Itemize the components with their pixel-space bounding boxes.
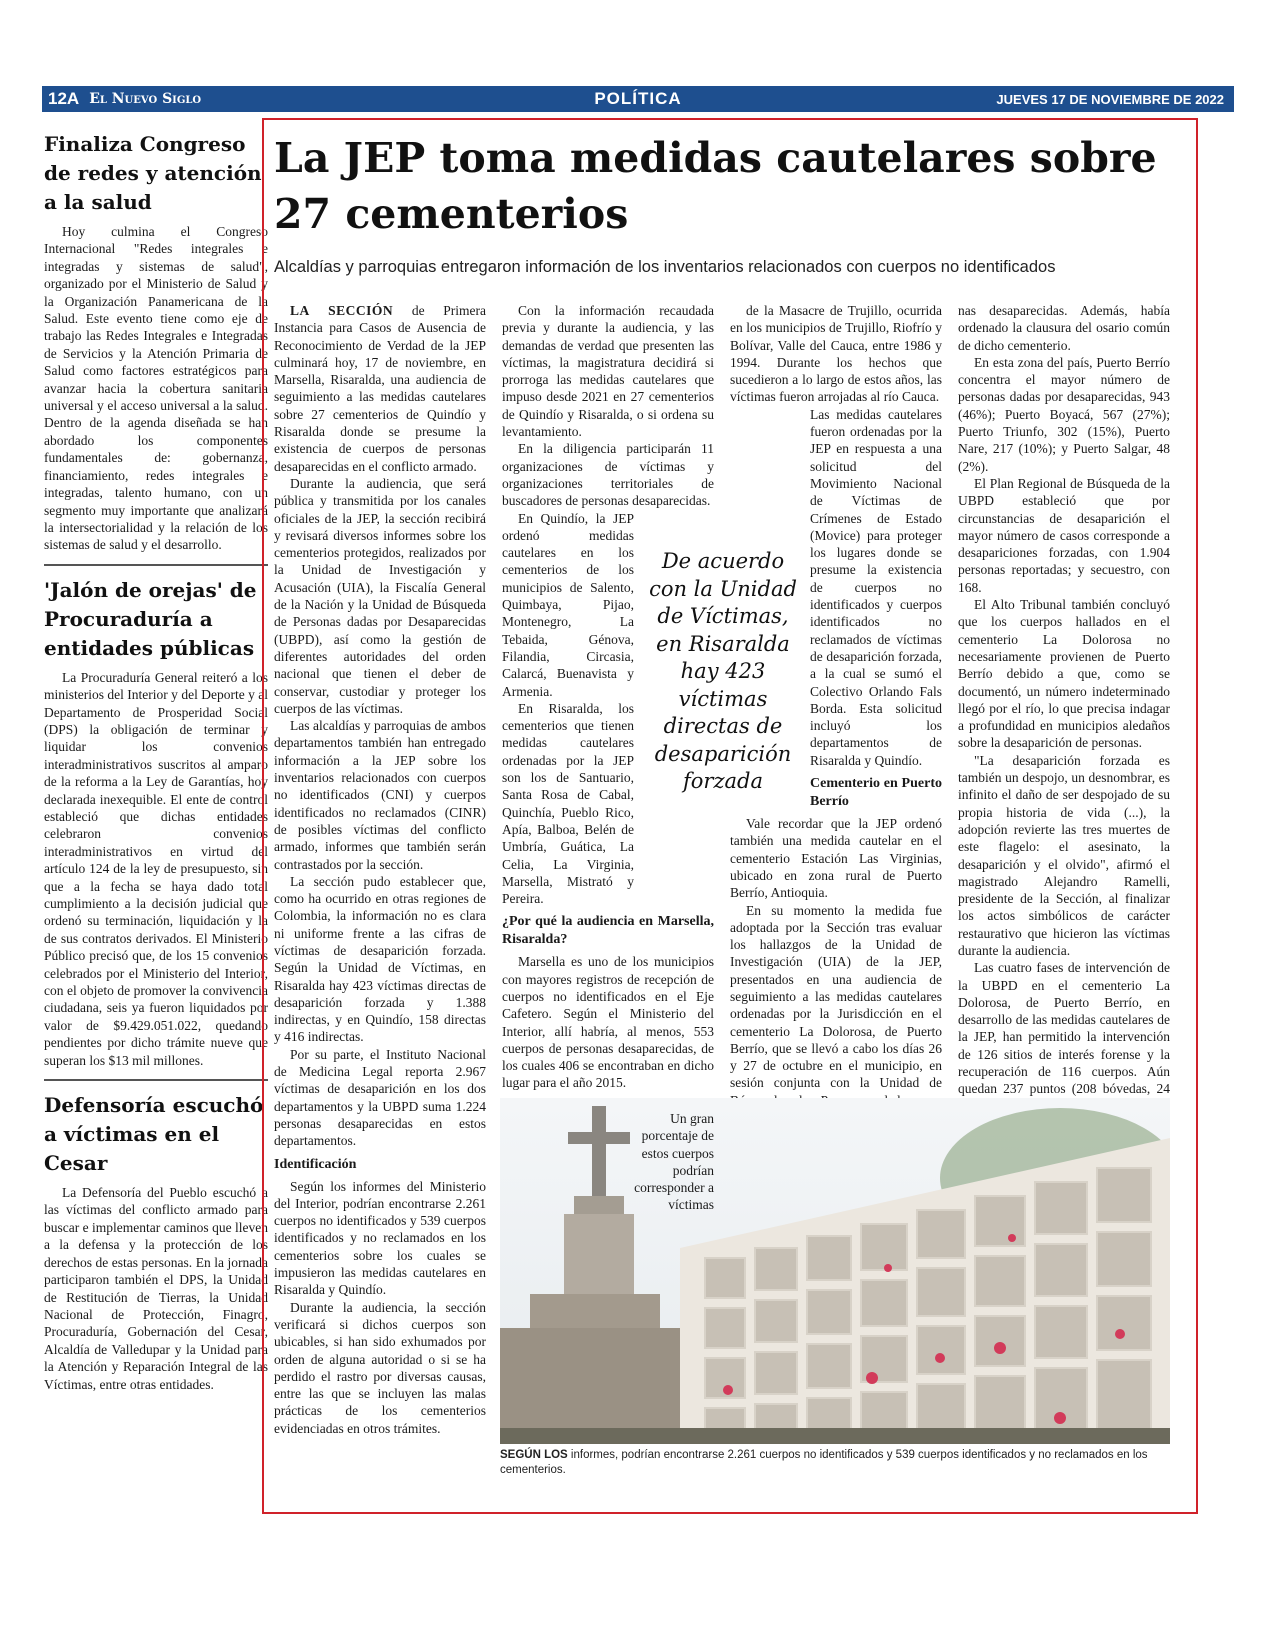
subhead-marsella: ¿Por qué la audiencia en Marsella, Risaralda? <box>502 914 714 948</box>
body-paragraph: En Quindío, la JEP ordenó medidas cautelares en los cementerios de los municipios de Salento, Quimbaya, Pijao, Montenegro, La Tebaida, Génova, Filandia, Circasia, Calarcá, Buenavista y Armenia. <box>502 510 634 699</box>
cemetery-photo <box>500 1098 1170 1444</box>
lead-caps: LA SECCIÓN <box>290 303 394 318</box>
body-paragraph: Según los informes del Ministerio del Interior, podrían encontrarse 2.261 cuerpos no identificados y 539 cuerpos identificados y no reclamados en los cementerios sobre los cuales se impusieron las medidas cautelares en Risaralda y Quindío. <box>274 1178 486 1298</box>
section-header-bar <box>42 86 1234 112</box>
body-paragraph: Un gran porcentaje de estos cuerpos podrían corresponder a víctimas <box>634 1111 714 1213</box>
body-paragraph: Con la información recaudada previa y durante la audiencia, y las demandas de verdad que presenten las víctimas, la magistratura decidirá si prorroga las medidas cautelares que impuso desde 2021 en 27 cementerios de Quindío y Risaralda, o si ordena su levantamiento. <box>502 303 714 440</box>
article-title: La JEP toma medidas cautelares sobre 27 cementerios <box>274 134 1157 238</box>
divider <box>44 564 268 566</box>
body-paragraph: Las medidas cautelares fueron ordenadas por la JEP en respuesta a una solicitud del Movimiento Nacional de Víctimas de Crímenes de Estado (Movice) para proteger los lugares donde se presume la existencia de cuerpos no identificados y cuerpos identificados no reclamados de víctimas de desaparición forzada, a la cual se sumó el Colectivo Orlando Fals Borda. Esta solicitud incluyó los departamentos de Risaralda y Quindío. <box>810 406 942 768</box>
article-column-3 <box>730 302 942 1230</box>
brief-headline-defensoria: Defensoría escuchó a víctimas en el Cesar <box>44 1093 264 1176</box>
body-paragraph: Las alcaldías y parroquias de ambos departamentos también han entregado información a la JEP sobre los inventarios relacionados con cuerpos no identificados (CNI) y cuerpos identificados no reclamados (CINR) de posibles víctimas del conflicto armado, informes que también serán contrastados por la sección. <box>274 718 486 872</box>
body-paragraph: En su momento la medida fue adoptada por la Sección tras evaluar los hallazgos de la Unidad de Investigación (UIA) de la JEP, presentados en una audiencia de seguimiento a las medidas cautelares ordenadas por la Jurisdicción en el cementerio La Dolorosa, de Puerto Berrío, que se llevó a cabo los días 26 y 27 de octubre en el municipio, en sesión conjunta con la Unidad de <box>730 902 942 1091</box>
subhead-identificacion: Identificación <box>274 1156 357 1172</box>
brief-body-procuraduria: La Procuraduría General reiteró a los ministerios del Interior y del Deporte y al Departamento de Prosperidad Social (DPS) la obligación de terminar y liquidar los convenios interadministrativos suscritos al amparo de la reforma a la Ley de Garantías, hoy declarada inexequible. El ente de control estableció que dichas entidades celebraron convenios interadministrativos en virtud del artículo 124 de la ley de presupuesto, sin que a la fecha se haya dado total cumplimiento a la decisión judicial que ordenó su terminación, liquidación y la de sus contratos derivados. El Ministerio Público precisó que, de los 15 convenios celebrados por el Ministerio del Interior, con el objeto de promover la convivencia ciudadana, seis ya fueron liquidados por valor de $9.429.051.022, quedando pendientes por dicho trámite nueve que superan los $13 mil millones. <box>44 669 268 1068</box>
photo-caption <box>500 1448 1170 1478</box>
body-paragraph: Las cuatro fases de intervención de la UBPD en el cementerio La Dolorosa, de Puerto Berrío, en desarrollo de las medidas cautelares de la JEP, han permitido la intervención de 126 sitios de interés forense y la recuperación de 116 cuerpos. Aún quedan 237 puntos (208 bóvedas, 24 <box>958 960 1170 1097</box>
body-paragraph: En Risaralda, los cementerios que tienen medidas cautelares ordenadas por la JEP son los de Santuario, Santa Rosa de Cabal, Quinchía, Pueblo Rico, Apía, Balboa, Belén de Umbría, Guática, La Celia, La Virginia, Marsella, Mistrató y Pereira. <box>502 700 634 907</box>
body-paragraph: Vale recordar que la JEP ordenó también una medida cautelar en el cementerio Estación Las Virginias, ubicado en zona rural de Puerto Berrío, Antioquia. <box>730 816 942 901</box>
body-paragraph: En esta zona del país, Puerto Berrío concentra el mayor número de personas dadas por desaparecidas, 943 (46%); Puerto Boyacá, 567 (27%); Puerto Triunfo, 302 (15%), Puerto Nare, 217 (10%); y Puerto Salgar, 48 (2%). <box>958 354 1170 474</box>
page-number: 12A <box>48 89 80 108</box>
subhead-puerto-berrio: Cementerio en Puerto Berrío <box>810 776 942 810</box>
lead-paragraph <box>274 302 486 475</box>
body-paragraph: Durante la audiencia, la sección verificará si dichos cuerpos son ubicables, si han sido exhumados por orden de alguna autoridad o si se ha perdido el rastro por diversas causas, entre las que se incluyen las malas prácticas de los cementerios evidenciadas en otros trámites. <box>274 1299 486 1436</box>
publication-name: El Nuevo Siglo <box>89 91 202 107</box>
sidebar-briefs <box>44 130 268 1393</box>
body-paragraph: La sección pudo establecer que, como ha ocurrido en otras regiones de Colombia, la información no es clara ni uniforme frente a las cifras de víctimas de desaparición forzada. Según la Unidad de Víctimas, en Risaralda hay 423 víctimas directas de desaparición forzada y 1.388 indirectas, y en Quindío, 158 directas y 416 indirectas. <box>274 873 486 1045</box>
article-column-4 <box>958 302 1170 1132</box>
issue-date: JUEVES 17 DE NOVIEMBRE DE 2022 <box>996 91 1224 107</box>
body-paragraph: de la Masacre de Trujillo, ocurrida en los municipios de Trujillo, Riofrío y Bolívar, Valle del Cauca, entre 1986 y 1994. Durante los hechos que sucedieron a lo largo de estos años, las víctimas fueron arrojadas al río Cauca. <box>730 303 942 405</box>
article-subtitle: Alcaldías y parroquias entregaron información de los inventarios relacionados con cuerpos no identificados <box>274 258 1056 276</box>
brief-headline-procuraduria: 'Jalón de orejas' de Procuraduría a entidades públicas <box>44 577 257 660</box>
body-paragraph: nas desaparecidas. Además, había ordenado la clausura del osario común de dicho cementerio. <box>958 303 1170 353</box>
lead-text: de Primera Instancia para Casos de Ausencia de Reconocimiento de Verdad de la JEP culminará hoy, 17 de noviembre, en Marsella, Risaralda, una audiencia de seguimiento a las medidas cautelares sobre 27 cementerios de Quindío y Risaralda donde se presume la existencia de cuerpos de personas desaparecidas en el conflicto armado. <box>274 303 486 474</box>
body-paragraph: Por su parte, el Instituto Nacional de Medicina Legal reporta 2.967 víctimas de desaparición en los dos departamentos y la UBPD suma 1.224 personas desaparecidas en estos departamentos. <box>274 1046 486 1149</box>
body-paragraph: El Alto Tribunal también concluyó que los cuerpos hallados en el cementerio La Dolorosa no necesariamente provienen de Puerto Berrío debido a que, como se documentó, un número indeterminado llegó por el río, lo que precisa indagar a profundidad en municipios aledaños sobre la desaparición de personas. <box>958 597 1170 751</box>
caption-text: informes, podrían encontrarse 2.261 cuerpos no identificados y 539 cuerpos identificados y no reclamados en los cementerios. <box>500 1449 1148 1476</box>
caption-lead: SEGÚN LOS <box>500 1449 568 1461</box>
brief-body-congreso: Hoy culmina el Congreso Internacional "Redes integrales e integradas y sistemas de salud", organizado por el Ministerio de Salud y la Organización Panamericana de la Salud. Este evento tiene como eje de trabajo las Redes Integrales e Integradas de Servicios y la Atención Primaria de Salud como factores estratégicos para avanzar hacia la cobertura sanitaria universal y el acceso universal a la salud. Dentro de la agenda diseñada se han abordado los componentes fundamentales de: gobernanza, financiamiento, redes integrales e integradas, talento humano, con un segmento muy importante que analizará la intersectorialidad y la relación de los sistemas de salud y el desarrollo. <box>44 224 268 553</box>
divider <box>44 1079 268 1081</box>
brief-headline-congreso: Finaliza Congreso de redes y atención a la salud <box>44 132 262 214</box>
body-paragraph: Marsella es uno de los municipios con mayores registros de recepción de cuerpos no identificados en el Eje Cafetero. Según el Ministerio del Interior, allí habría, al menos, 553 cuerpos de personas desaparecidas, de los cuales 406 se encontraban en dicho lugar para el año 2015. <box>502 954 714 1091</box>
pull-quote: De acuerdo con la Unidad de Víctimas, en Risaralda hay 423 víctimas directas de desaparición forzada <box>649 549 797 793</box>
body-paragraph: El Plan Regional de Búsqueda de la UBPD estableció que por circunstancias de desaparición el mayor número de casos corresponde a desapariciones forzadas, con 1.904 personas reportadas; y secuestro, con 168. <box>958 475 1170 595</box>
brief-body-defensoria: La Defensoría del Pueblo escuchó a las víctimas del conflicto armado para buscar e implementar caminos que lleven a la defensa y la protección de los derechos de estas personas. En la jornada participaron también el DPS, la Unidad de Restitución de Tierras, la Unidad Nacional de Protección, Finagro, Procuraduría, Gobernación del Cesar, Alcaldía de Valledupar y la Unidad para la Atención y Reparación Integral de las Víctimas, entre otras entidades. <box>44 1185 268 1392</box>
body-paragraph: "La desaparición forzada es también un despojo, un desnombrar, es infinito el daño de ser despojado de su propia historia de vida (...), la adopción revierte las tres muertes de este flagelo: el asesinato, la desaparición y el olvido", afirmó el magistrado Alejandro Ramelli, presidente de la Sección, al finalizar los actos simbólicos de carácter restaurativo que hicieron las víctimas durante la audiencia. <box>958 752 1170 958</box>
body-paragraph: Durante la audiencia, que será pública y transmitida por los canales oficiales de la JEP, la sección recibirá y revisará diversos informes sobre los cementerios protegidos, realizados por la Unidad de Investigación y Acusación (UIA), la Fiscalía General de la Nación y la Unidad de Búsqueda de Personas dadas por Desaparecidas (UBPD), así como la gestión de diferentes autoridades del orden nacional que tienen el deber de conservar, custodiar y proteger los cuerpos de las víctimas. <box>274 475 486 716</box>
body-paragraph: En la diligencia participarán 11 organizaciones de víctimas y organizaciones territoriales de buscadores de personas desaparecidas. <box>502 441 714 509</box>
article-column-1 <box>274 302 486 1437</box>
section-name: POLÍTICA <box>594 89 682 108</box>
